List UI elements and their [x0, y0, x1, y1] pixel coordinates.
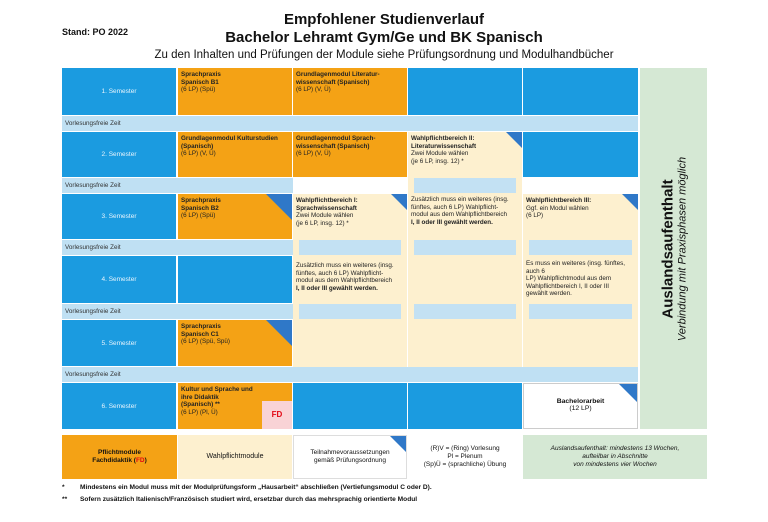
footnote-1: Mindestens ein Modul muss mit der Modulprüfungsform „Hausarbeit“ abschließen (Vertiefungsmodul C oder D).: [80, 484, 432, 491]
empty-cell: [408, 383, 522, 429]
page-title: Empfohlener Studienverlauf: [283, 11, 485, 28]
auslandsaufenthalt: Auslandsaufenthalt Verbindung mit Praxisphasen möglich: [640, 68, 707, 429]
footnote-mark: **: [62, 496, 68, 503]
legend-wahlpflichtmodule: Wahlpflichtmodule: [178, 435, 292, 479]
semester-3: 3. Semester: [62, 194, 177, 239]
prerequisite-marker: [622, 194, 638, 210]
wahlpflichtbereich-2: Wahlpflichtbereich II: Literaturwissenschaft Zwei Module wählen (je 6 LP, insg. 12) * Zusätzlich muss ein weiteres (insg. fünftes, auch 6 LP) Wahlpflicht- modul aus dem Wahlpflichtbereich I, II oder III gewählt werden.: [408, 132, 522, 367]
lecture-free-1: Vorlesungsfreie Zeit: [62, 116, 638, 131]
empty-cell: [523, 68, 638, 115]
wahlpflichtbereich-1: Wahlpflichtbereich I: Sprachwissenschaft Zwei Module wählen (je 6 LP, insg. 12) * Zusätzlich muss ein weiteres (insg. fünftes, auch 6 LP) Wahlpflicht- modul aus dem Wahlpflichtbereich I, II oder III gewählt werden.: [293, 194, 407, 367]
empty-cell: [178, 256, 292, 303]
fd-badge: FD: [262, 401, 292, 429]
lecture-free-4: Vorlesungsfreie Zeit: [62, 304, 293, 319]
semester-5: 5. Semester: [62, 320, 177, 366]
module-kulturstudien: Grundlagenmodul Kulturstudien (Spanisch) (6 LP) (V, Ü): [178, 132, 292, 177]
semester-4: 4. Semester: [62, 256, 177, 303]
prerequisite-marker: [506, 132, 522, 148]
module-sprachwissenschaft: Grundlagenmodul Sprach- wissenschaft (Spanisch) (6 LP) (V, Ü): [293, 132, 407, 177]
empty-cell: [523, 132, 638, 177]
module-sprachpraxis-c1: Sprachpraxis Spanisch C1 (6 LP) (Spü, Spü): [178, 320, 292, 366]
legend-abkuerzungen: (R)V = (Ring) Vorlesung Pl = Plenum (Sp)Ü = (sprachliche) Übung: [408, 435, 522, 479]
semester-2: 2. Semester: [62, 132, 177, 177]
version-stand: Stand: PO 2022: [62, 27, 129, 37]
empty-cell: [293, 383, 407, 429]
page-subtitle: Bachelor Lehramt Gym/Ge und BK Spanisch: [225, 29, 543, 46]
wahlpflichtbereich-3: Wahlpflichtbereich III: Ggf. ein Modul wählen (6 LP) Es muss ein weiteres (insg. fünftes, auch 6 LP) Wahlpflichtmodul aus dem Wahlpflichtbereich I, II oder III gewählt werden.: [523, 194, 638, 367]
bachelorarbeit: Bachelorarbeit (12 LP): [523, 383, 638, 429]
page-note: Zu den Inhalten und Prüfungen der Module siehe Prüfungsordnung und Modulhandbücher: [154, 49, 614, 61]
prerequisite-marker: [391, 194, 407, 210]
empty-cell: [408, 68, 522, 115]
lecture-free-3: Vorlesungsfreie Zeit: [62, 240, 293, 255]
footnote-2: Sofern zusätzlich Italienisch/Französisch studiert wird, ersetzbar durch das mehrsprachig orientierte Modul: [80, 496, 418, 503]
module-sprachpraxis-b1: Sprachpraxis Spanisch B1 (6 LP) (Spü): [178, 68, 292, 115]
legend-teilnahme: Teilnahmevoraussetzungen gemäß Prüfungsordnung: [293, 435, 407, 479]
footnote-mark: *: [62, 484, 65, 491]
semester-1: 1. Semester: [62, 68, 177, 115]
semester-6: 6. Semester: [62, 383, 177, 429]
module-sprachpraxis-b2: Sprachpraxis Spanisch B2 (6 LP) (Spü): [178, 194, 292, 239]
legend-auslandsaufenthalt: Auslandsaufenthalt: mindestens 13 Wochen, aufteilbar in Abschnitte von mindestens vier Wochen: [523, 435, 707, 479]
legend-pflichtmodule: Pflichtmodule Fachdidaktik (FD): [62, 435, 177, 479]
module-kultur-didaktik: Kultur und Sprache und ihre Didaktik (Spanisch) ** (6 LP) (Pl, Ü) FD: [178, 383, 292, 429]
lecture-free-5: Vorlesungsfreie Zeit: [62, 367, 638, 382]
lecture-free-2: Vorlesungsfreie Zeit: [62, 178, 293, 193]
module-literaturwissenschaft: Grundlagenmodul Literatur- wissenschaft (Spanisch) (6 LP) (V, Ü): [293, 68, 407, 115]
